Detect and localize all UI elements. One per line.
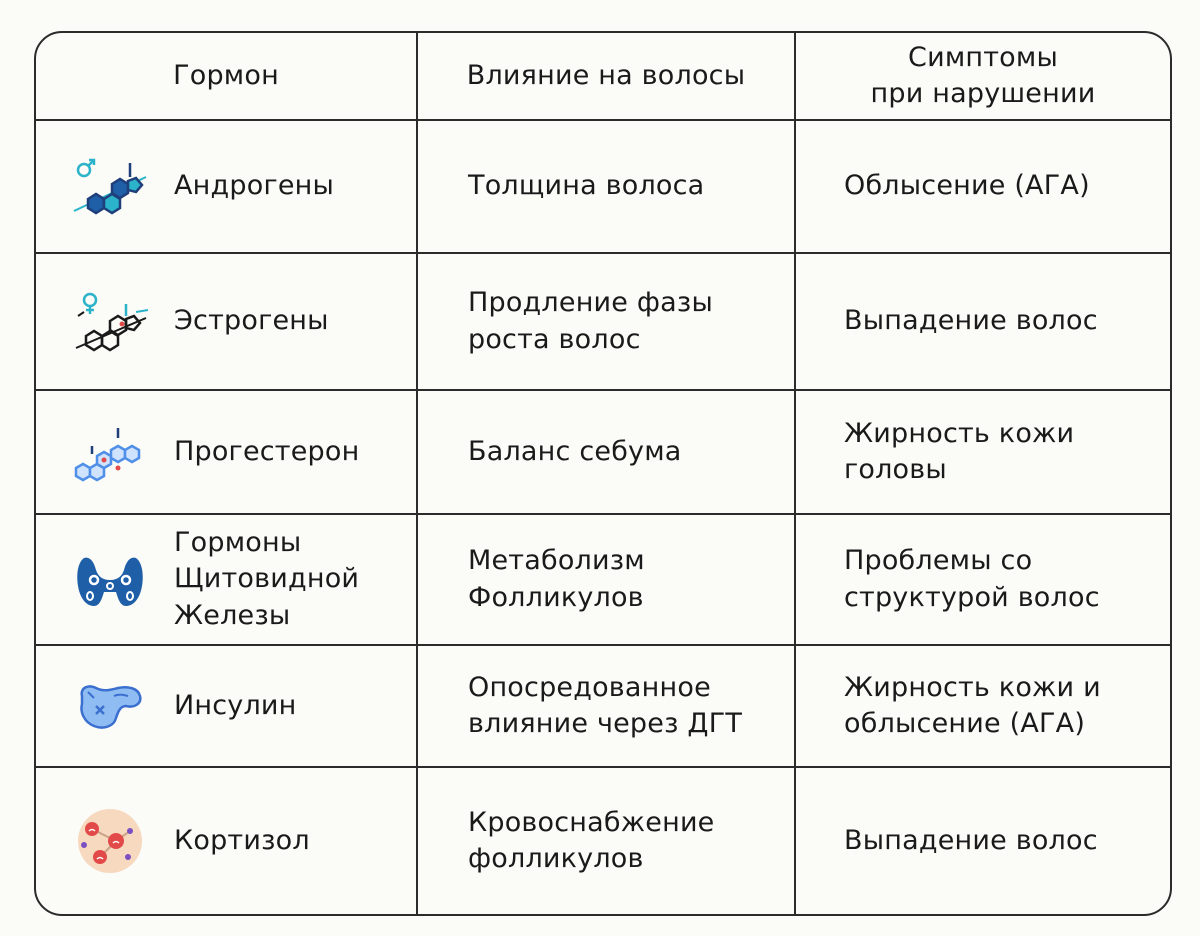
thyroid-gland-icon (70, 540, 150, 620)
symptom-text: Жирность кожи и облысение (АГА) (844, 671, 1101, 739)
table-row-symptom (796, 768, 1170, 914)
table-row-effect (418, 121, 796, 254)
androgen-molecule-icon (70, 147, 150, 227)
header-symptoms (796, 33, 1170, 121)
effect-text: Кровоснабжение фолликулов (468, 806, 715, 874)
table-row-hormone (36, 768, 418, 914)
hormone-name: Эстрогены (174, 305, 329, 337)
hormone-name: Инсулин (174, 689, 297, 721)
table-row-effect (418, 646, 796, 768)
effect-text: Баланс себума (468, 435, 682, 467)
table-row-effect (418, 391, 796, 515)
table-row-hormone (36, 391, 418, 515)
table-row-effect (418, 515, 796, 646)
table-row-hormone (36, 646, 418, 768)
table-row-symptom (796, 515, 1170, 646)
header-hormone (36, 33, 418, 121)
table-row-hormone (36, 121, 418, 254)
table-row-symptom (796, 121, 1170, 254)
estrogen-molecule-icon (70, 282, 150, 362)
header-symptoms-label: Симптомы при нарушении (870, 41, 1096, 109)
table-row-hormone (36, 254, 418, 391)
header-effect (418, 33, 796, 121)
symptom-text: Жирность кожи головы (844, 417, 1075, 485)
effect-text: Опосредованное влияние через ДГТ (468, 671, 743, 739)
header-effect-label: Влияние на волосы (466, 59, 746, 91)
header-hormone-label: Гормон (173, 59, 279, 91)
effect-text: Продление фазы роста волос (468, 287, 713, 355)
symptom-text: Выпадение волос (844, 305, 1098, 337)
hormone-name: Андрогены (174, 170, 335, 202)
table-row-symptom (796, 391, 1170, 515)
table-row-hormone (36, 515, 418, 646)
pancreas-icon (70, 666, 150, 746)
symptom-text: Проблемы со структурой волос (844, 545, 1100, 613)
symptom-text: Облысение (АГА) (844, 170, 1090, 202)
hormone-name: Гормоны Щитовидной Железы (174, 527, 360, 631)
hormone-name: Прогестерон (174, 435, 360, 467)
table-row-effect (418, 768, 796, 914)
effect-text: Толщина волоса (468, 170, 705, 202)
table-row-symptom (796, 646, 1170, 768)
table-row-symptom (796, 254, 1170, 391)
cortisol-stress-icon (70, 801, 150, 881)
table-row-effect (418, 254, 796, 391)
hormone-table (34, 31, 1172, 916)
hormone-name: Кортизол (174, 824, 310, 856)
effect-text: Метаболизм Фолликулов (468, 545, 645, 613)
progesterone-molecule-icon (70, 412, 150, 492)
symptom-text: Выпадение волос (844, 824, 1098, 856)
